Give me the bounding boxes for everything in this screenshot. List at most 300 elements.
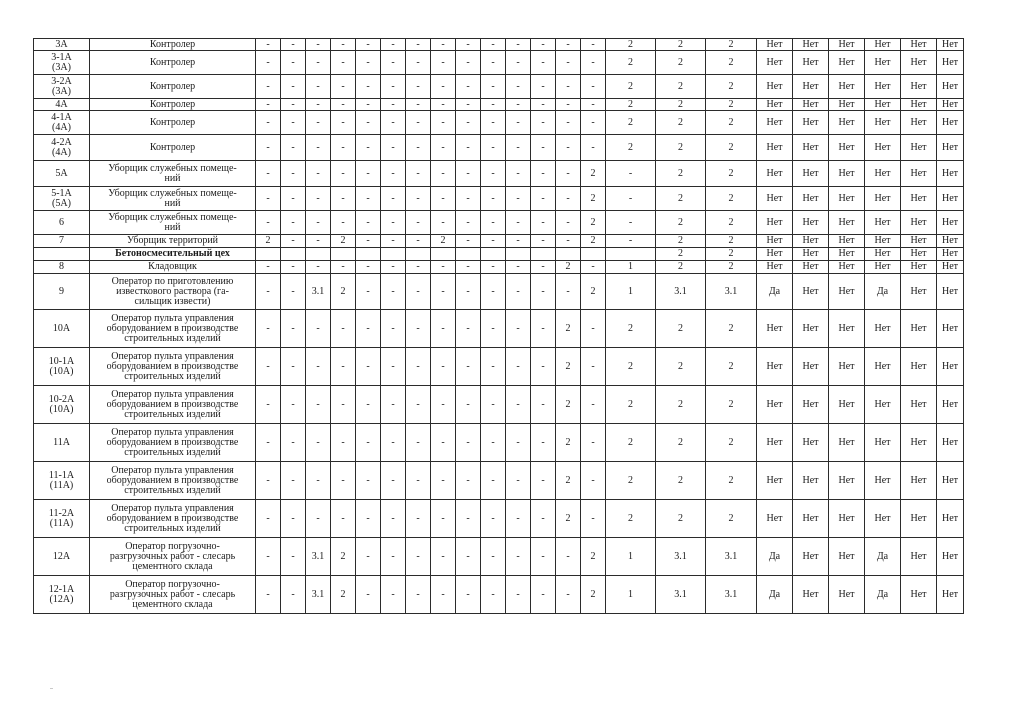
value-cell: - [531,348,556,386]
value-cell: Нет [937,424,964,462]
row-code-cell: 10А [34,310,90,348]
value-cell: - [381,261,406,274]
value-cell [256,248,281,261]
value-cell: - [506,111,531,135]
value-cell: - [256,386,281,424]
row-code-cell: 6 [34,211,90,235]
value-cell: 3.1 [306,274,331,310]
value-cell: Нет [829,235,865,248]
value-cell: Нет [829,261,865,274]
value-cell: - [456,274,481,310]
value-cell: 2 [706,187,757,211]
value-cell: - [456,235,481,248]
value-cell: - [556,39,581,51]
row-code-cell: 10-1А (10А) [34,348,90,386]
value-cell: - [606,211,656,235]
value-cell: - [256,111,281,135]
value-cell: Нет [829,135,865,161]
value-cell: - [406,310,431,348]
row-code-cell: 9 [34,274,90,310]
value-cell: - [281,51,306,75]
value-cell: 1 [606,538,656,576]
value-cell: - [431,576,456,614]
value-cell: - [481,348,506,386]
value-cell: - [556,235,581,248]
value-cell: Нет [793,111,829,135]
value-cell: - [456,187,481,211]
row-code-cell: 3-1А (3А) [34,51,90,75]
value-cell: - [256,500,281,538]
value-cell: 1 [606,274,656,310]
value-cell: - [556,75,581,99]
value-cell: - [306,99,331,111]
value-cell: - [481,99,506,111]
value-cell: 3.1 [306,576,331,614]
value-cell: - [356,235,381,248]
value-cell: - [381,310,406,348]
value-cell: 2 [656,51,706,75]
value-cell: - [606,187,656,211]
value-cell: - [406,135,431,161]
value-cell: Нет [829,462,865,500]
row-code-cell: 11А [34,424,90,462]
value-cell: - [456,386,481,424]
value-cell: Нет [793,274,829,310]
position-name-cell: Оператор пульта управления оборудованием в производстве строительных изделий [90,348,256,386]
value-cell: - [481,51,506,75]
value-cell: - [406,111,431,135]
position-name-cell: Контролер [90,51,256,75]
value-cell: Нет [901,235,937,248]
value-cell: - [531,111,556,135]
value-cell: - [381,576,406,614]
value-cell: 2 [606,51,656,75]
value-cell: 2 [331,538,356,576]
row-code-cell: 5-1А (5А) [34,187,90,211]
value-cell: - [431,99,456,111]
value-cell: Нет [829,248,865,261]
value-cell: - [531,274,556,310]
value-cell: 2 [656,500,706,538]
position-name-cell: Уборщик служебных помеще- ний [90,211,256,235]
value-cell: - [506,261,531,274]
value-cell: 2 [706,161,757,187]
value-cell: Нет [865,75,901,99]
value-cell: 3.1 [706,576,757,614]
value-cell: - [281,211,306,235]
value-cell: 2 [606,386,656,424]
value-cell: 2 [706,424,757,462]
value-cell: Нет [865,261,901,274]
value-cell: - [481,187,506,211]
value-cell: Нет [793,235,829,248]
value-cell: - [256,39,281,51]
value-cell: 2 [656,348,706,386]
value-cell: - [506,187,531,211]
value-cell: 2 [556,386,581,424]
value-cell: - [331,462,356,500]
value-cell: Нет [937,386,964,424]
table-row [34,235,964,248]
value-cell: 2 [331,576,356,614]
value-cell [381,248,406,261]
table-row [34,261,964,274]
value-cell: 2 [556,348,581,386]
value-cell: - [581,310,606,348]
value-cell: - [331,310,356,348]
value-cell: Нет [865,235,901,248]
row-code-cell: 7 [34,235,90,248]
value-cell: - [531,187,556,211]
value-cell: Нет [793,462,829,500]
value-cell: Нет [757,75,793,99]
value-cell: - [356,51,381,75]
value-cell: - [481,211,506,235]
value-cell: Нет [901,187,937,211]
value-cell: Да [757,538,793,576]
value-cell: 2 [706,462,757,500]
value-cell: - [281,310,306,348]
table-row [34,538,964,576]
value-cell: - [281,386,306,424]
value-cell: Нет [757,348,793,386]
value-cell: Нет [757,39,793,51]
value-cell: 2 [606,310,656,348]
value-cell: 2 [706,235,757,248]
row-code-cell: 5А [34,161,90,187]
value-cell: - [256,424,281,462]
value-cell: - [381,274,406,310]
value-cell: - [306,424,331,462]
value-cell: Нет [793,99,829,111]
row-code-cell [34,248,90,261]
value-cell: - [581,39,606,51]
value-cell: - [356,538,381,576]
value-cell: - [281,187,306,211]
value-cell: - [281,135,306,161]
position-name-cell: Контролер [90,99,256,111]
assessment-table [33,38,964,614]
value-cell: 2 [556,462,581,500]
table-row [34,274,964,310]
value-cell: - [481,424,506,462]
value-cell: - [606,235,656,248]
value-cell: - [406,75,431,99]
value-cell: - [431,211,456,235]
value-cell: - [581,500,606,538]
value-cell: Нет [865,348,901,386]
value-cell: - [506,424,531,462]
value-cell: - [281,348,306,386]
value-cell: 2 [556,261,581,274]
value-cell: 2 [606,348,656,386]
value-cell: - [556,161,581,187]
value-cell: - [381,424,406,462]
value-cell: Нет [901,211,937,235]
value-cell: 2 [606,424,656,462]
value-cell: 2 [556,424,581,462]
value-cell: Нет [865,462,901,500]
value-cell: 1 [606,261,656,274]
value-cell: 2 [706,348,757,386]
value-cell: - [581,99,606,111]
value-cell: Нет [937,51,964,75]
value-cell: - [556,51,581,75]
value-cell: - [306,111,331,135]
value-cell: - [256,99,281,111]
value-cell: Нет [757,211,793,235]
value-cell: - [331,348,356,386]
position-name-cell: Оператор пульта управления оборудованием в производстве строительных изделий [90,500,256,538]
value-cell: - [481,235,506,248]
value-cell: - [306,348,331,386]
value-cell: - [356,386,381,424]
value-cell: - [356,161,381,187]
value-cell: Нет [937,538,964,576]
value-cell: Нет [901,135,937,161]
value-cell: - [356,274,381,310]
value-cell: Нет [937,500,964,538]
value-cell: - [581,348,606,386]
value-cell: 2 [706,135,757,161]
row-code-cell: 11-2А (11А) [34,500,90,538]
value-cell: 2 [581,235,606,248]
value-cell: 2 [606,99,656,111]
value-cell: - [381,187,406,211]
value-cell: 2 [706,211,757,235]
position-name-cell: Уборщик территорий [90,235,256,248]
value-cell: Нет [901,310,937,348]
value-cell: - [506,135,531,161]
value-cell: - [406,261,431,274]
value-cell: 2 [331,235,356,248]
value-cell: 2 [706,248,757,261]
value-cell: Нет [757,386,793,424]
position-name-cell: Контролер [90,135,256,161]
value-cell: - [306,500,331,538]
value-cell: - [381,538,406,576]
value-cell: - [531,576,556,614]
value-cell: - [306,261,331,274]
value-cell [531,248,556,261]
value-cell [406,248,431,261]
value-cell: - [406,538,431,576]
value-cell: - [531,261,556,274]
value-cell: - [281,261,306,274]
value-cell: - [356,261,381,274]
value-cell: - [306,235,331,248]
value-cell: Нет [937,99,964,111]
value-cell: - [456,348,481,386]
value-cell: Нет [865,424,901,462]
value-cell: Нет [757,51,793,75]
value-cell [456,248,481,261]
value-cell: - [406,235,431,248]
value-cell: - [481,538,506,576]
value-cell: Нет [793,310,829,348]
value-cell: - [281,161,306,187]
table-row [34,386,964,424]
value-cell: - [431,310,456,348]
table-row [34,51,964,75]
value-cell: - [256,462,281,500]
value-cell: Нет [757,187,793,211]
value-cell: 2 [581,161,606,187]
value-cell: Нет [793,187,829,211]
value-cell: - [306,310,331,348]
value-cell: - [506,211,531,235]
value-cell: - [506,348,531,386]
table-row [34,348,964,386]
value-cell: - [331,39,356,51]
value-cell: - [431,135,456,161]
row-code-cell: 3А [34,39,90,51]
value-cell: - [556,211,581,235]
value-cell: Нет [901,261,937,274]
value-cell: - [356,75,381,99]
table-row [34,135,964,161]
value-cell: 2 [656,462,706,500]
value-cell: Нет [937,462,964,500]
value-cell: - [256,261,281,274]
table-row [34,462,964,500]
value-cell: Да [865,274,901,310]
value-cell: - [306,462,331,500]
value-cell: - [556,111,581,135]
value-cell: Нет [901,462,937,500]
value-cell: - [431,538,456,576]
value-cell: - [406,386,431,424]
value-cell: Нет [865,51,901,75]
value-cell: - [531,211,556,235]
value-cell: Нет [793,576,829,614]
value-cell: - [456,261,481,274]
value-cell: - [481,261,506,274]
value-cell: 2 [656,310,706,348]
position-name-cell: Оператор погрузочно- разгрузочных работ - слесарь цементного склада [90,538,256,576]
value-cell: - [506,99,531,111]
value-cell: Нет [829,161,865,187]
value-cell: - [331,75,356,99]
row-code-cell: 4А [34,99,90,111]
value-cell: - [431,51,456,75]
value-cell: Нет [793,135,829,161]
position-name-cell: Оператор пульта управления оборудованием в производстве строительных изделий [90,424,256,462]
value-cell: - [381,75,406,99]
value-cell: - [481,310,506,348]
value-cell: - [356,424,381,462]
value-cell: - [531,75,556,99]
position-name-cell: Кладовщик [90,261,256,274]
value-cell: Нет [901,51,937,75]
value-cell: Нет [793,424,829,462]
value-cell: 2 [656,424,706,462]
value-cell: - [331,386,356,424]
value-cell: Нет [793,161,829,187]
value-cell: - [381,348,406,386]
value-cell: 2 [581,274,606,310]
position-name-cell: Уборщик служебных помеще- ний [90,187,256,211]
value-cell: - [556,538,581,576]
value-cell: Нет [829,187,865,211]
value-cell: - [531,235,556,248]
value-cell: - [381,39,406,51]
value-cell: 2 [706,310,757,348]
value-cell: - [481,39,506,51]
value-cell: 3.1 [656,576,706,614]
value-cell: Нет [829,75,865,99]
value-cell: - [456,310,481,348]
value-cell: - [456,135,481,161]
value-cell: Нет [829,424,865,462]
row-code-cell: 3-2А (3А) [34,75,90,99]
value-cell: - [356,310,381,348]
value-cell: - [481,386,506,424]
value-cell: 2 [706,39,757,51]
value-cell: - [556,187,581,211]
value-cell: - [356,500,381,538]
value-cell: Нет [829,386,865,424]
value-cell: - [381,235,406,248]
value-cell: - [256,538,281,576]
value-cell: Нет [829,576,865,614]
value-cell: 2 [606,111,656,135]
value-cell: Нет [793,75,829,99]
position-name-cell: Контролер [90,111,256,135]
value-cell: Нет [793,211,829,235]
value-cell: 2 [581,187,606,211]
value-cell: - [381,462,406,500]
value-cell: - [531,51,556,75]
value-cell: Нет [865,310,901,348]
value-cell: - [331,99,356,111]
table-row [34,39,964,51]
position-name-cell: Оператор погрузочно- разгрузочных работ - слесарь цементного склада [90,576,256,614]
value-cell: - [581,261,606,274]
value-cell: Нет [757,310,793,348]
value-cell: Нет [937,211,964,235]
value-cell: - [406,187,431,211]
value-cell: Нет [901,75,937,99]
value-cell: - [531,462,556,500]
value-cell: Нет [901,500,937,538]
value-cell: - [256,75,281,99]
value-cell: - [356,462,381,500]
value-cell: 2 [431,235,456,248]
value-cell: - [406,274,431,310]
value-cell: Нет [829,39,865,51]
value-cell: - [506,462,531,500]
scan-speck [50,688,53,689]
value-cell: - [281,75,306,99]
value-cell: - [431,424,456,462]
value-cell: - [581,135,606,161]
value-cell: Нет [937,75,964,99]
value-cell: - [256,274,281,310]
value-cell: - [456,99,481,111]
value-cell: - [556,274,581,310]
value-cell: 2 [606,462,656,500]
value-cell: Да [865,576,901,614]
value-cell: Нет [937,39,964,51]
value-cell: Нет [901,39,937,51]
value-cell: - [331,211,356,235]
value-cell [556,248,581,261]
value-cell: Нет [829,51,865,75]
value-cell: - [506,161,531,187]
value-cell: - [581,75,606,99]
value-cell: - [431,386,456,424]
